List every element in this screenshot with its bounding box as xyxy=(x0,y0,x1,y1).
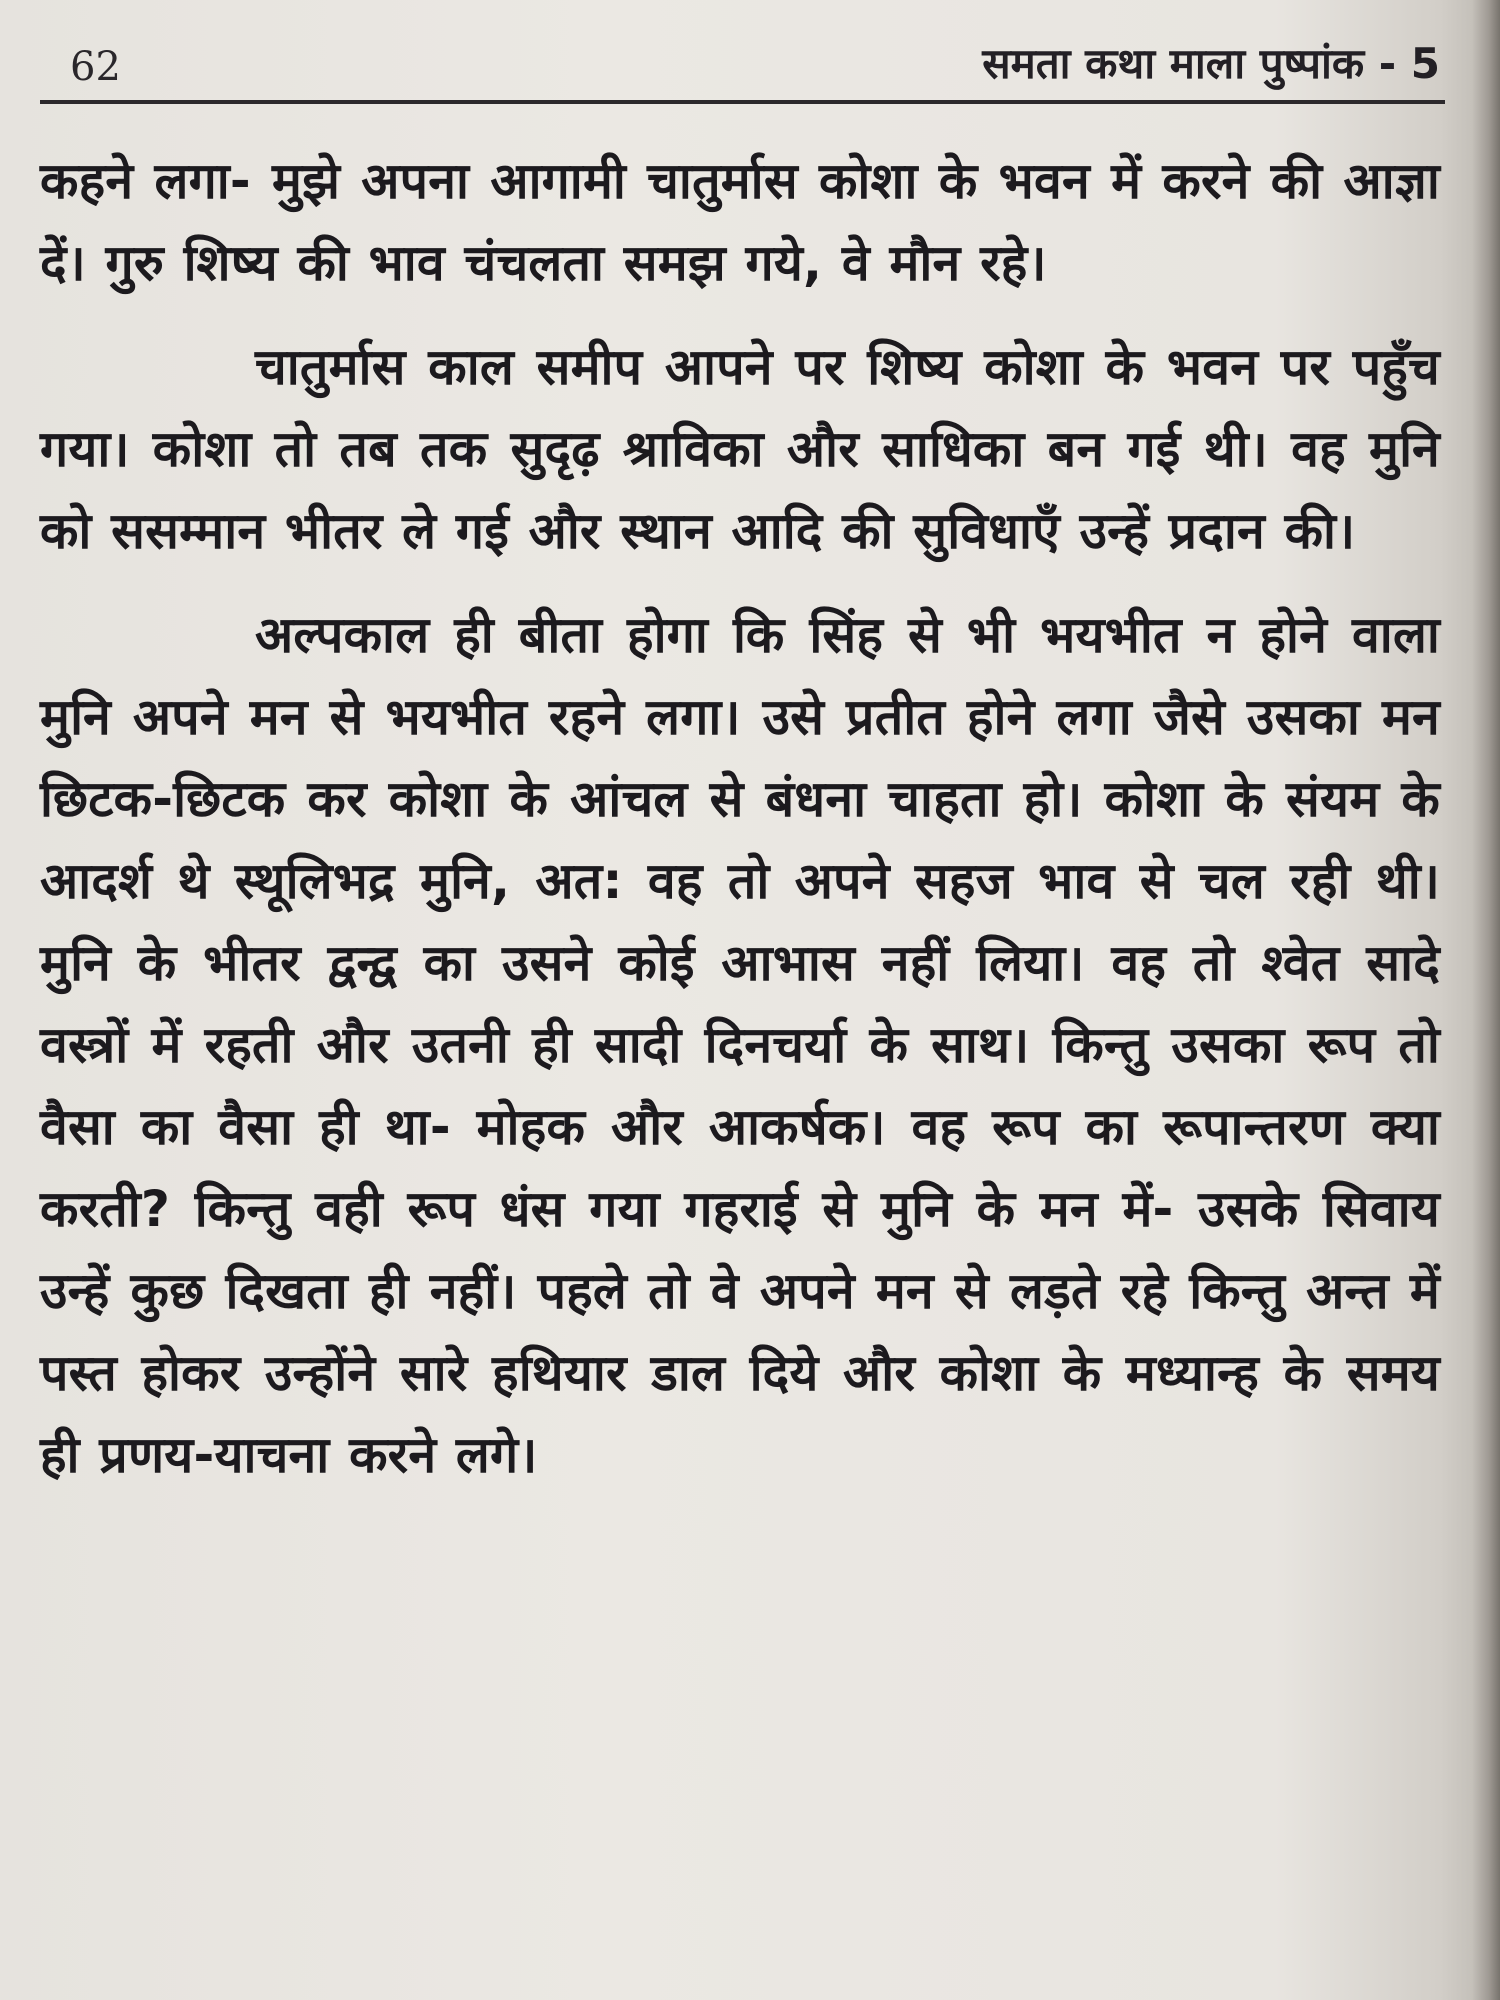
running-title: समता कथा माला पुष्पांक - 5 xyxy=(982,39,1440,88)
header-rule xyxy=(40,100,1445,104)
page-number: 62 xyxy=(70,44,121,90)
running-header xyxy=(40,30,1440,100)
paragraph-1: कहने लगा- मुझे अपना आगामी चातुर्मास कोशा के भवन में करने की आज्ञा दें। गुरु शिष्य की भाव चंचलता समझ गये, वे मौन रहे। xyxy=(40,152,1440,292)
paragraph-3: अल्पकाल ही बीता होगा कि सिंह से भी भयभीत न होने वाला मुनि अपने मन से भयभीत रहने लगा। उसे प्रतीत होने लगा जैसे उसका मन छिटक-छिटक कर कोशा के आंचल से बंधना चाहता हो। कोशा के संयम के आदर्श थे स्थूलिभद्र मुनि, अत: वह तो अपने सहज भाव से चल रही थी। मुनि के भीतर द्वन्द्व का उसने कोई आभास नहीं लिया। वह तो श्वेत सादे वस्त्रों में रहती और उतनी ही सादी दिनचर्या के साथ। किन्तु उसका रूप तो वैसा का वैसा ही था- मोहक और आकर्षक। वह रूप का रूपान्तरण क्या करती? किन्तु वही रूप धंस गया गहराई से मुनि के मन में- उसके सिवाय उन्हें कुछ दिखता ही नहीं। पहले तो वे अपने मन से लड़ते रहे किन्तु अन्त में पस्त होकर उन्होंने सारे हथियार डाल दिये और कोशा के मध्यान्ह के समय ही प्रणय-याचना करने लगे। xyxy=(40,606,1440,1484)
paragraph-2: चातुर्मास काल समीप आपने पर शिष्य कोशा के भवन पर पहुँच गया। कोशा तो तब तक सुदृढ़ श्राविका और साधिका बन गई थी। वह मुनि को ससम्मान भीतर ले गई और स्थान आदि की सुविधाएँ उन्हें प्रदान की। xyxy=(40,338,1440,560)
body-text xyxy=(40,140,1440,1496)
page-binding-shadow xyxy=(1472,0,1500,2000)
